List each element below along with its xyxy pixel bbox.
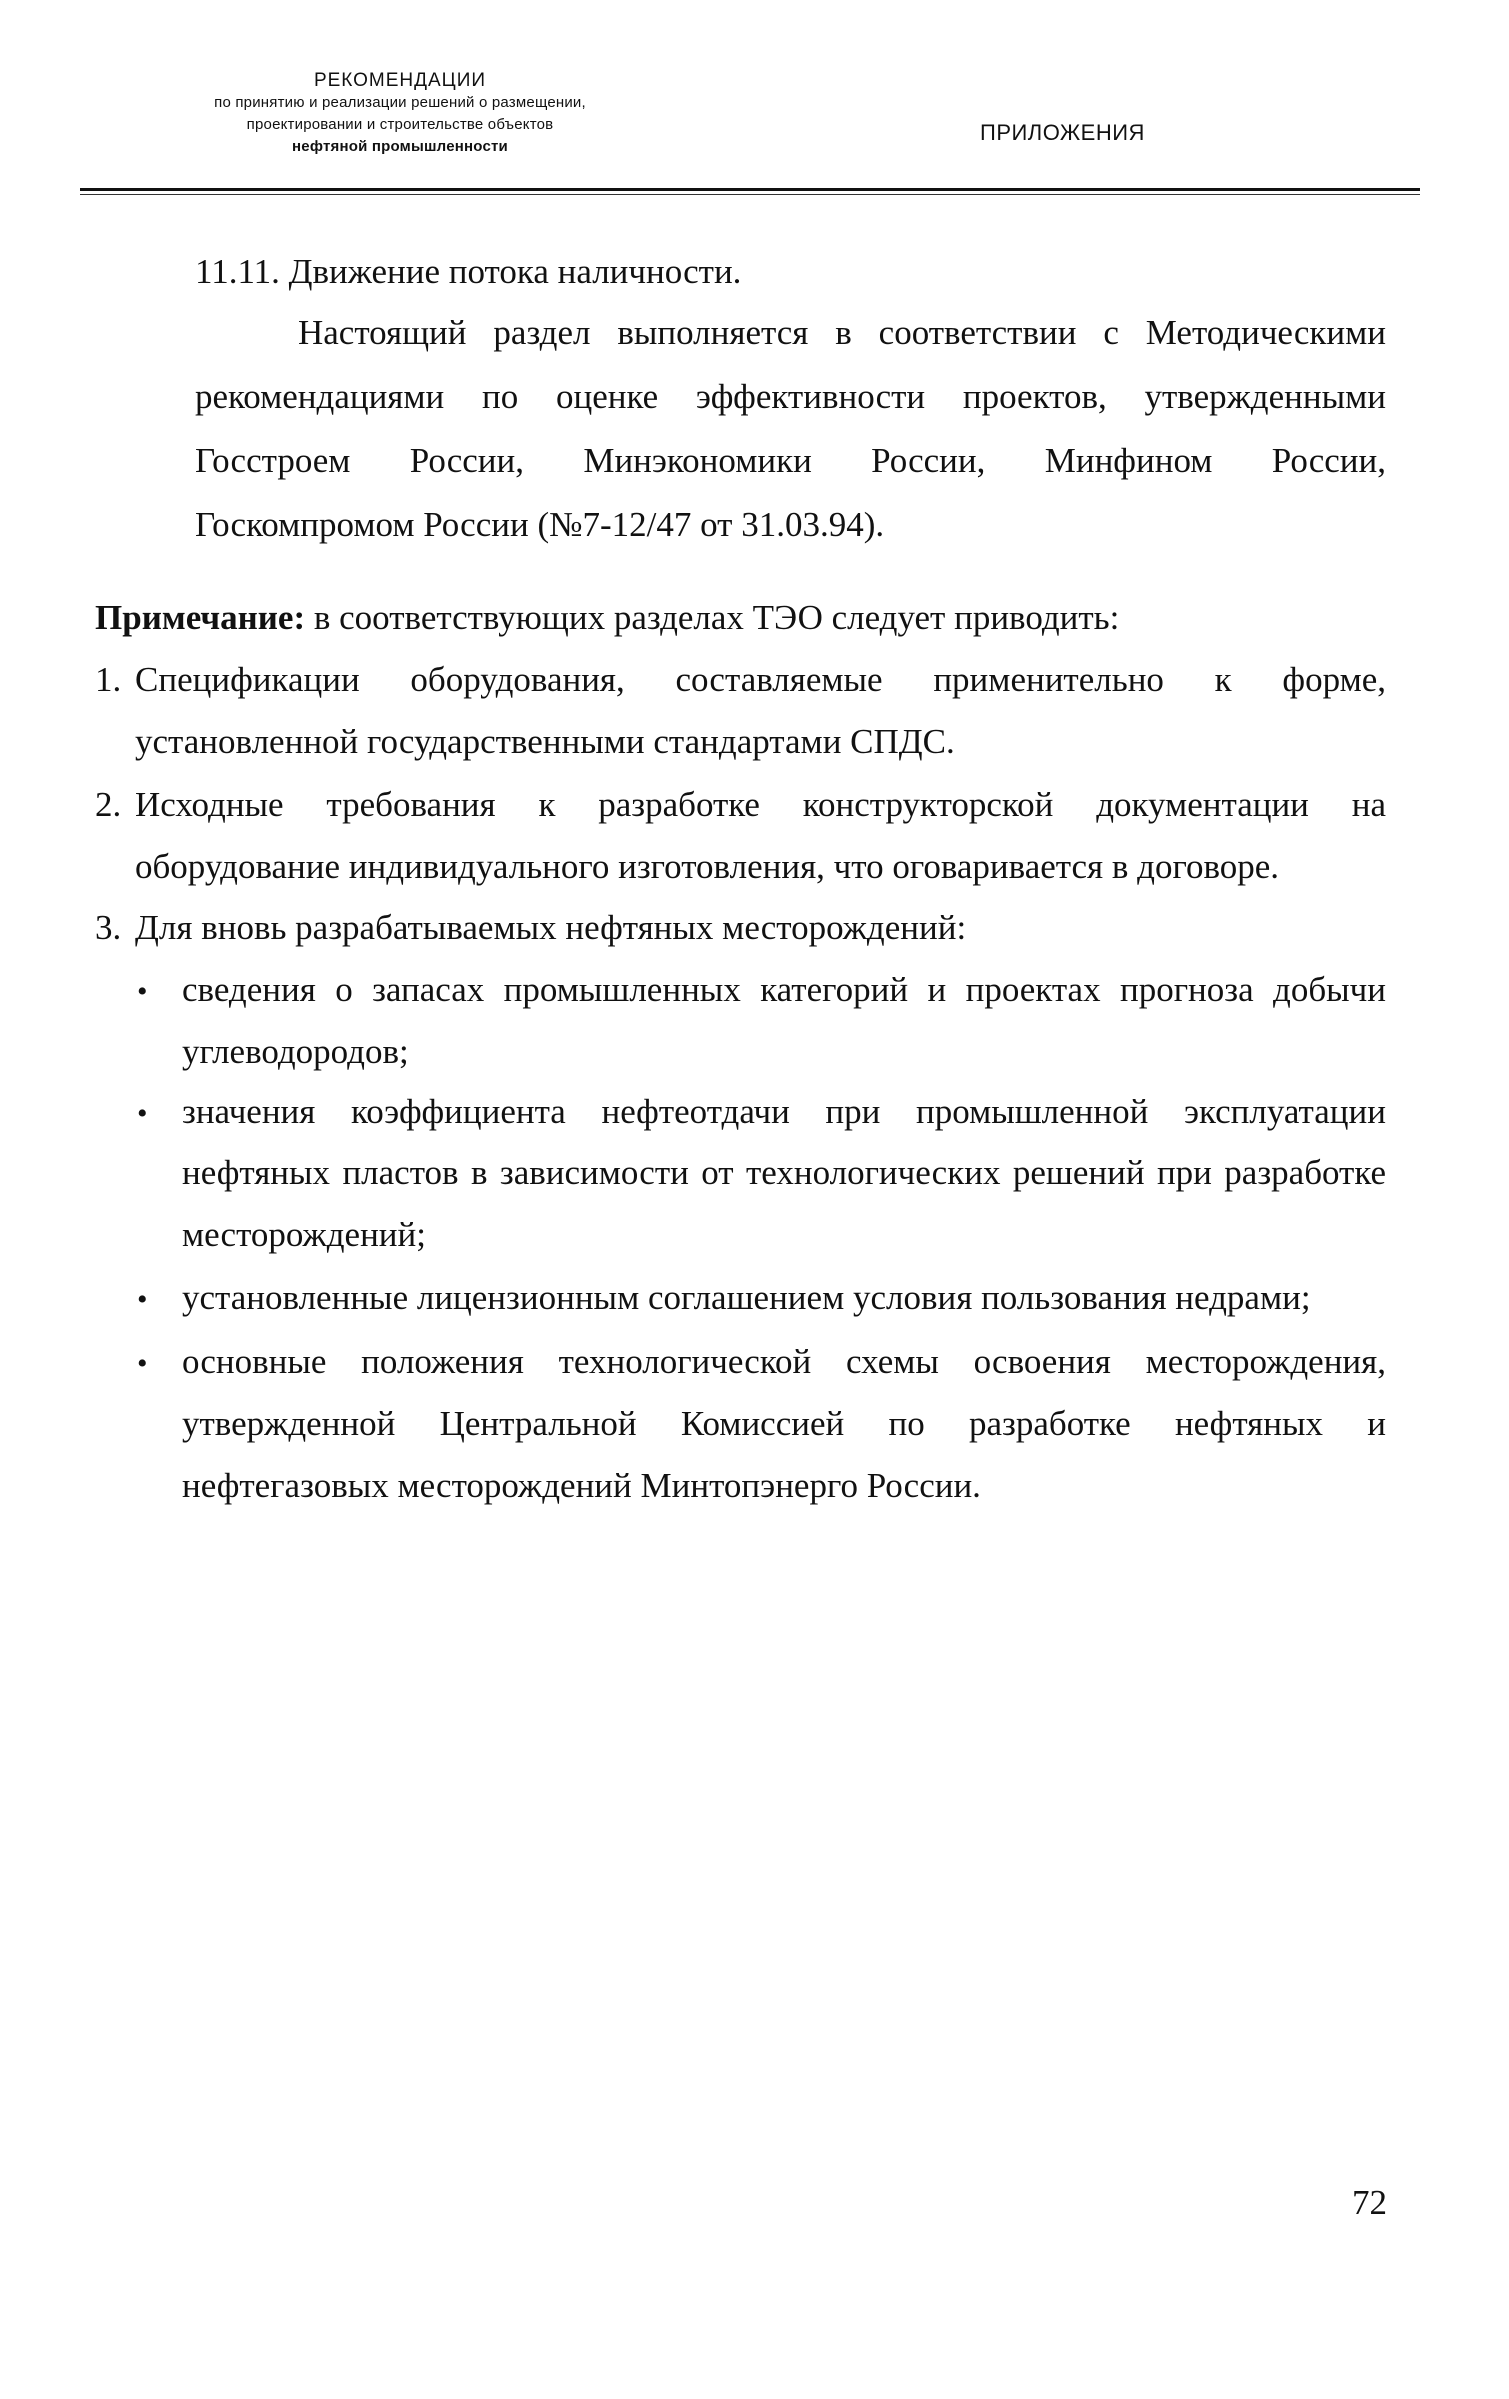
paragraph-line: Госстроем России, Минэкономики России, Минфином России, (195, 441, 1386, 480)
list-item-line: Исходные требования к разработке конструкторской документации на (135, 785, 1386, 824)
bullet-line: установленные лицензионным соглашением условия пользования недрами; (182, 1278, 1311, 1317)
list-item-number: 2. (95, 785, 122, 824)
list-item-line: Для вновь разрабатываемых нефтяных месторождений: (135, 908, 967, 947)
header-subtitle-line-3: нефтяной промышленности (292, 138, 508, 155)
paragraph-line: рекомендациями по оценке эффективности проектов, утвержденными (195, 377, 1386, 416)
page-number: 72 (1352, 2183, 1387, 2222)
bullet-line: углеводородов; (182, 1032, 409, 1071)
header-document-title (120, 70, 680, 158)
list-item-line: оборудование индивидуального изготовления, что оговаривается в договоре. (135, 847, 1280, 886)
bullet-icon: • (137, 975, 148, 1008)
bullet-line: нефтяных пластов в зависимости от технологических решений при разработке (182, 1153, 1386, 1192)
bullet-line: месторождений; (182, 1215, 426, 1254)
paragraph-line: Настоящий раздел выполняется в соответствии с Методическими (298, 313, 1386, 352)
page-header (80, 70, 1420, 200)
list-item-number: 3. (95, 908, 122, 947)
list-item-number: 1. (95, 660, 122, 699)
bullet-icon: • (137, 1097, 148, 1130)
bullet-icon: • (137, 1347, 148, 1380)
list-item-line: установленной государственными стандартами СПДС. (135, 722, 955, 761)
list-item-line: Спецификации оборудования, составляемые применительно к форме, (135, 660, 1386, 699)
bullet-line: нефтегазовых месторождений Минтопэнерго России. (182, 1466, 981, 1505)
bullet-line: значения коэффициента нефтеотдачи при промышленной эксплуатации (182, 1092, 1386, 1131)
header-title: РЕКОМЕНДАЦИИ (313, 70, 487, 91)
bullet-line: утвержденной Центральной Комиссией по разработке нефтяных и (182, 1404, 1386, 1443)
note-intro (95, 598, 1119, 638)
header-subtitle-line-1: по принятию и реализации решений о размещении, (214, 94, 586, 111)
bullet-line: основные положения технологической схемы освоения месторождения, (182, 1342, 1386, 1381)
note-intro-text: в соответствующих разделах ТЭО следует приводить: (313, 598, 1120, 637)
header-subtitle-line-2: проектировании и строительстве объектов (246, 116, 554, 133)
bullet-icon: • (137, 1283, 148, 1316)
section-heading: 11.11. Движение потока наличности. (195, 252, 742, 291)
note-label: Примечание: (95, 598, 306, 637)
header-divider-thin (80, 194, 1420, 195)
header-section-label: ПРИЛОЖЕНИЯ (980, 120, 1145, 145)
header-divider (80, 188, 1420, 191)
paragraph-line: Госкомпромом России (№7-12/47 от 31.03.94). (195, 505, 885, 544)
bullet-line: сведения о запасах промышленных категорий и проектах прогноза добычи (182, 970, 1386, 1009)
